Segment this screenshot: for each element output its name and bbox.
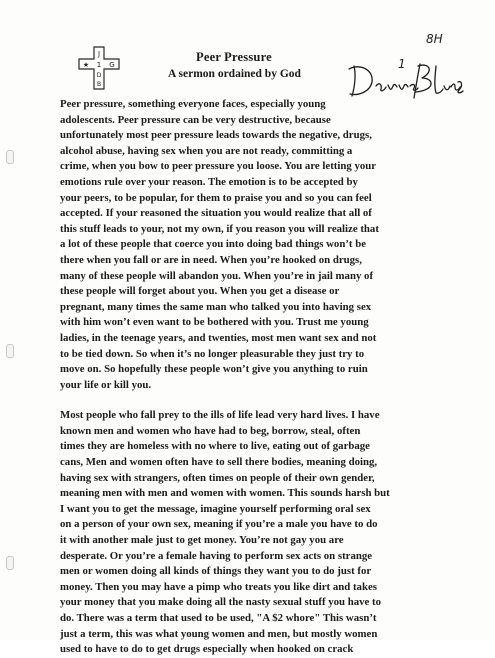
text-line: men or women doing all kinds of things they want you to do just for — [60, 565, 372, 578]
cross-letter-center: 1 — [96, 61, 102, 69]
text-line: on a person of your own sex, meaning if you’re a male you have to do — [60, 518, 378, 531]
text-line: your peers, to be popular, for them to praise you and so you can feel — [60, 191, 372, 204]
page-title: Peer Pressure — [196, 50, 272, 64]
punch-hole — [6, 556, 14, 570]
text-line: alcohol abuse, having sex when you are not ready, committing a — [60, 144, 353, 157]
page-number: 8H — [426, 32, 443, 46]
signature-number: 1 — [398, 57, 406, 71]
text-line: with him won’t even want to be bothered with you. Trust me young — [60, 316, 369, 329]
cross-letter-left: ★ — [82, 61, 90, 69]
page-subtitle: A sermon ordained by God — [168, 68, 301, 80]
text-line: it with another male just to get money. You’re not gay you are — [60, 534, 344, 547]
text-line: money. Then you may have a pimp who treats you like dirt and takes — [60, 580, 377, 593]
text-line: accepted. If your reasoned the situation you would realize that all of — [60, 207, 372, 220]
text-line: cans, Men and women often have to sell there bodies, meaning doing, — [60, 456, 378, 469]
text-line: meaning men with men and women with women. This sounds harsh but — [60, 487, 390, 500]
punch-hole — [6, 344, 14, 358]
text-line: this stuff leads to your, not my own, if you reason you will realize that — [60, 222, 379, 235]
text-line: times they are homeless with no where to live, eating out of garbage — [60, 440, 370, 453]
text-line: these people will forget about you. When you get a disease or — [60, 285, 340, 298]
text-line: desperate. Or you’re a female having to perform sex acts on strange — [60, 549, 373, 562]
sermon-body — [60, 97, 440, 658]
text-line: many of these people will abandon you. When you’re in jail many of — [60, 269, 374, 282]
text-line: Most people who fall prey to the ills of life lead very hard lives. I have — [60, 409, 380, 422]
text-line: there when you fall or are in need. When you’re hooked on drugs, — [60, 253, 362, 266]
text-line: I want you to get the message, imagine yourself performing oral sex — [60, 502, 371, 515]
text-line: just a term, this was what young women and men, but mostly women — [60, 627, 378, 640]
text-line: a lot of these people that coerce you into doing bad things won’t be — [60, 238, 367, 251]
text-line: move on. So hopefully these people won’t give you anything to ruin — [60, 363, 368, 376]
text-line: emotions rule over your reason. The emotion is to be accepted by — [60, 175, 358, 188]
text-line: your life or kill you. — [60, 378, 152, 391]
handwritten-signature — [346, 60, 464, 102]
punch-hole — [6, 150, 14, 164]
cross-logo-icon — [77, 45, 121, 91]
cross-letter-top: J — [97, 50, 101, 58]
text-line: crime, when you bow to peer pressure you loose. You are letting your — [60, 160, 377, 173]
cross-letter-below-1: D — [96, 72, 102, 79]
text-line: used to have to do to get drugs especially when hooked on crack — [60, 643, 354, 656]
text-line: pregnant, many times the same man who talked you into having sex — [60, 300, 372, 313]
paragraph — [60, 408, 440, 658]
text-line: do. There was a term that used to be used, "A $2 whore" This wasn’t — [60, 612, 377, 624]
text-line: ladies, in the teenage years, and twenties, most men want sex and not — [60, 331, 377, 344]
paragraph — [60, 97, 440, 393]
text-line: having sex with strangers, often times on people of their own gender, — [60, 471, 375, 484]
text-line: your money that you make doing all the nasty sexual stuff you have to — [60, 596, 382, 609]
text-line: unfortunately most peer pressure leads towards the negative, drugs, — [60, 129, 372, 142]
text-line: adolescents. Peer pressure can be very destructive, because — [60, 113, 331, 126]
text-line: known men and women who have had to beg, borrow, steal, often — [60, 424, 361, 437]
cross-letter-right: G — [109, 61, 115, 69]
text-line: Peer pressure, something everyone faces, especially young — [60, 98, 326, 110]
text-line: to be tied down. So when it’s no longer pleasurable they just try to — [60, 347, 365, 360]
cross-letter-below-2: B — [96, 81, 102, 88]
